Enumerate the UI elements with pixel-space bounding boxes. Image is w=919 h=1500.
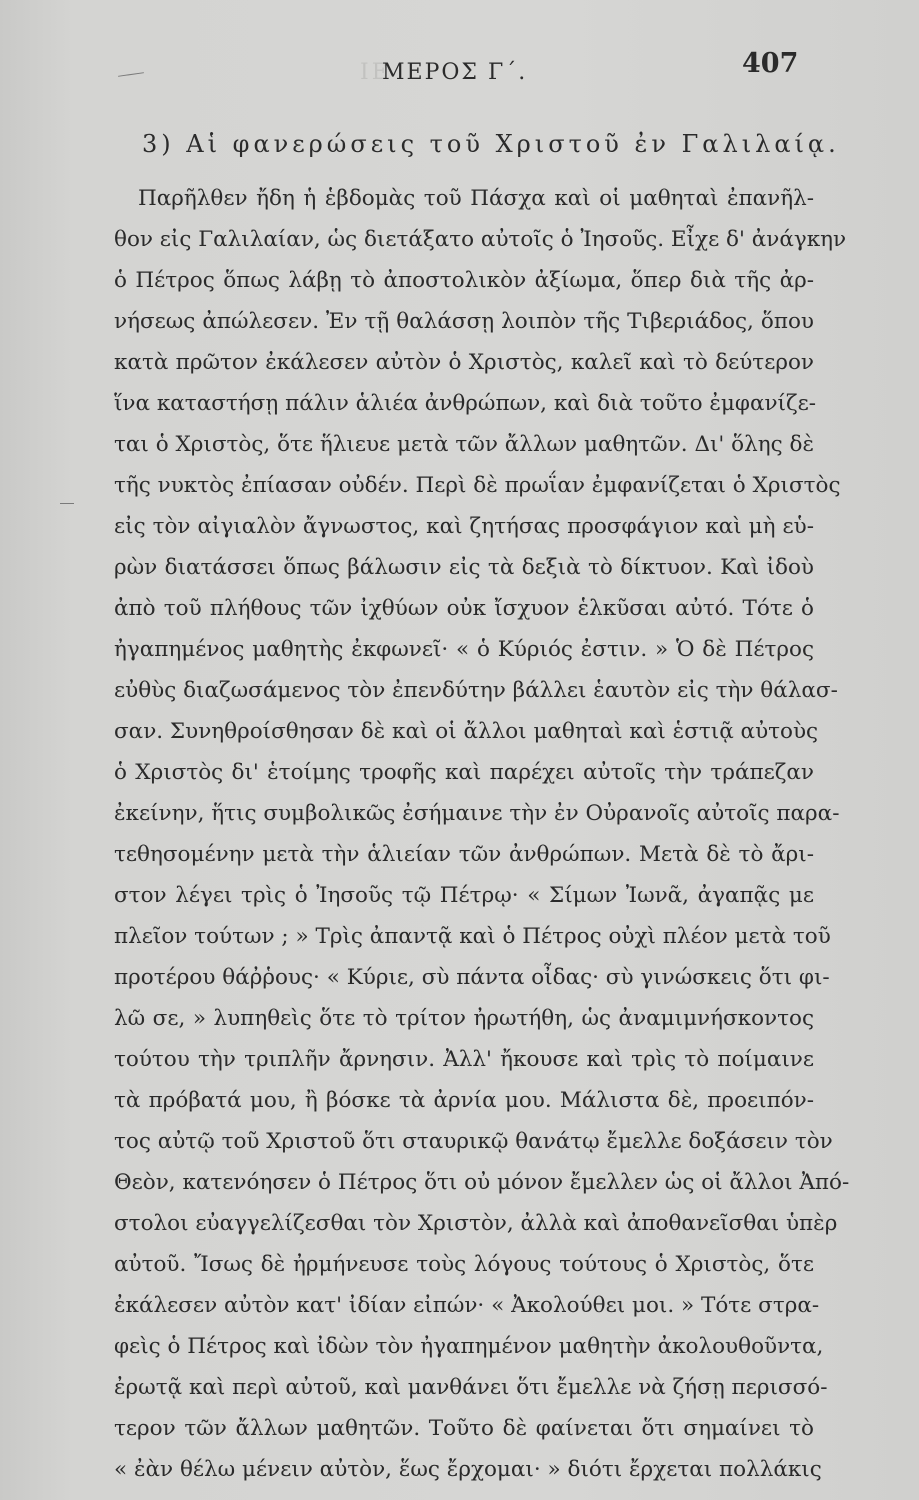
text-line: τῆς νυκτὸς ἐπίασαν οὐδέν. Περὶ δὲ πρωΐαν ἐμφανίζεται ὁ Χριστὸς	[114, 473, 841, 498]
text-line: στολοι εὐαγγελίζεσθαι τὸν Χριστὸν, ἀλλὰ καὶ ἀποθανεῖσθαι ὑπὲρ	[114, 1211, 838, 1236]
text-line: εἰς τὸν αἰγιαλὸν ἄγνωστος, καὶ ζητήσας προσφάγιον καὶ μὴ εὑ-	[114, 514, 814, 539]
text-line: ἵνα καταστήσῃ πάλιν ἁλιέα ἀνθρώπων, καὶ διὰ τοῦτο ἐμφανίζε-	[114, 391, 817, 416]
body-text	[114, 178, 850, 1490]
text-line: θον εἰς Γαλιλαίαν, ὡς διετάξατο αὐτοῖς ὁ Ἰησοῦς. Εἶχε δ' ἀνάγκην	[114, 227, 847, 252]
text-line: φεὶς ὁ Πέτρος καὶ ἰδὼν τὸν ἠγαπημένον μαθητὴν ἀκολουθοῦντα,	[114, 1334, 824, 1359]
text-line: αὐτοῦ. Ἴσως δὲ ἠρμήνευσε τοὺς λόγους τούτους ὁ Χριστὸς, ὅτε	[114, 1252, 814, 1277]
text-line: ἠγαπημένος μαθητὴς ἐκφωνεῖ· « ὁ Κύριός ἐστιν. » Ὁ δὲ Πέτρος	[114, 637, 814, 662]
text-line: ὁ Χριστὸς δι' ἑτοίμης τροφῆς καὶ παρέχει αὐτοῖς τὴν τράπεζαν	[114, 760, 814, 785]
text-line: τούτου τὴν τριπλῆν ἄρνησιν. Ἀλλ' ἤκουσε καὶ τρὶς τὸ ποίμαινε	[114, 1047, 814, 1072]
page-number: 407	[742, 48, 799, 79]
running-header: ΜΕΡΟΣ Γ΄.	[382, 60, 528, 85]
text-line: σαν. Συνηθροίσθησαν δὲ καὶ οἱ ἄλλοι μαθηταὶ καὶ ἑστιᾷ αὐτοὺς	[114, 719, 819, 744]
text-line: πλεῖον τούτων ; » Τρὶς ἀπαντᾷ καὶ ὁ Πέτρος οὐχὶ πλέον μετὰ τοῦ	[114, 924, 831, 949]
text-line: ρὼν διατάσσει ὅπως βάλωσιν εἰς τὰ δεξιὰ τὸ δίκτυον. Καὶ ἰδοὺ	[114, 555, 814, 580]
text-line: τὰ πρόβατά μου, ἢ βόσκε τὰ ἀρνία μου. Μάλιστα δὲ, προειπόν-	[114, 1088, 814, 1113]
text-line: εὐθὺς διαζωσάμενος τὸν ἐπενδύτην βάλλει ἑαυτὸν εἰς τὴν θάλασ-	[114, 678, 838, 703]
text-line: στον λέγει τρὶς ὁ Ἰησοῦς τῷ Πέτρῳ· « Σίμων Ἰωνᾶ, ἀγαπᾷς με	[114, 883, 814, 908]
text-line: κατὰ πρῶτον ἐκάλεσεν αὐτὸν ὁ Χριστὸς, καλεῖ καὶ τὸ δεύτερον	[114, 350, 814, 375]
text-line: ται ὁ Χριστὸς, ὅτε ἥλιευε μετὰ τῶν ἄλλων μαθητῶν. Δι' ὅλης δὲ	[114, 432, 814, 457]
corner-pen-mark	[118, 72, 144, 77]
section-heading: 3) Αἱ φανερώσεις τοῦ Χριστοῦ ἐν Γαλιλαίᾳ.	[142, 130, 840, 158]
text-line: ἐκείνην, ἥτις συμβολικῶς ἐσήμαινε τὴν ἐν Οὐρανοῖς αὐτοῖς παρα-	[114, 801, 840, 826]
text-line: τος αὐτῷ τοῦ Χριστοῦ ὅτι σταυρικῷ θανάτῳ ἔμελλε δοξάσειν τὸν	[114, 1129, 833, 1154]
text-line: τερον τῶν ἄλλων μαθητῶν. Τοῦτο δὲ φαίνεται ὅτι σημαίνει τὸ	[114, 1416, 814, 1441]
text-line: λῶ σε, » λυπηθεὶς ὅτε τὸ τρίτον ἠρωτήθη, ὡς ἀναμιμνήσκοντος	[114, 1006, 814, 1031]
text-line: τεθησομένην μετὰ τὴν ἁλιείαν τῶν ἀνθρώπων. Μετὰ δὲ τὸ ἄρι-	[114, 842, 814, 867]
margin-mark	[60, 503, 74, 504]
text-line: προτέρου θάῤῥους· « Κύριε, σὺ πάντα οἶδας· σὺ γινώσκεις ὅτι φι-	[114, 965, 830, 990]
text-line: Παρῆλθεν ἤδη ἡ ἑβδομὰς τοῦ Πάσχα καὶ οἱ μαθηταὶ ἐπανῆλ-	[138, 186, 814, 211]
text-line: ἐρωτᾷ καὶ περὶ αὐτοῦ, καὶ μανθάνει ὅτι ἔμελλε νὰ ζήσῃ περισσό-	[114, 1375, 828, 1400]
text-line: « ἐὰν θέλω μένειν αὐτὸν, ἕως ἔρχομαι· » διότι ἔρχεται πολλάκις	[114, 1457, 822, 1482]
text-line: νήσεως ἀπώλεσεν. Ἐν τῇ θαλάσσῃ λοιπὸν τῆς Τιβεριάδος, ὅπου	[114, 309, 814, 334]
text-line: ἀπὸ τοῦ πλήθους τῶν ἰχθύων οὐκ ἴσχυον ἑλκῦσαι αὐτό. Τότε ὁ	[114, 596, 814, 621]
text-line: ἐκάλεσεν αὐτὸν κατ' ἰδίαν εἰπών· « Ἀκολούθει μοι. » Τότε στρα-	[114, 1293, 820, 1318]
bleed-through-text: ΙΕ	[360, 60, 391, 85]
text-line: Θεὸν, κατενόησεν ὁ Πέτρος ὅτι οὐ μόνον ἔμελλεν ὡς οἱ ἄλλοι Ἀπό-	[114, 1170, 850, 1195]
text-line: ὁ Πέτρος ὅπως λάβῃ τὸ ἀποστολικὸν ἀξίωμα, ὅπερ διὰ τῆς ἀρ-	[114, 268, 814, 293]
